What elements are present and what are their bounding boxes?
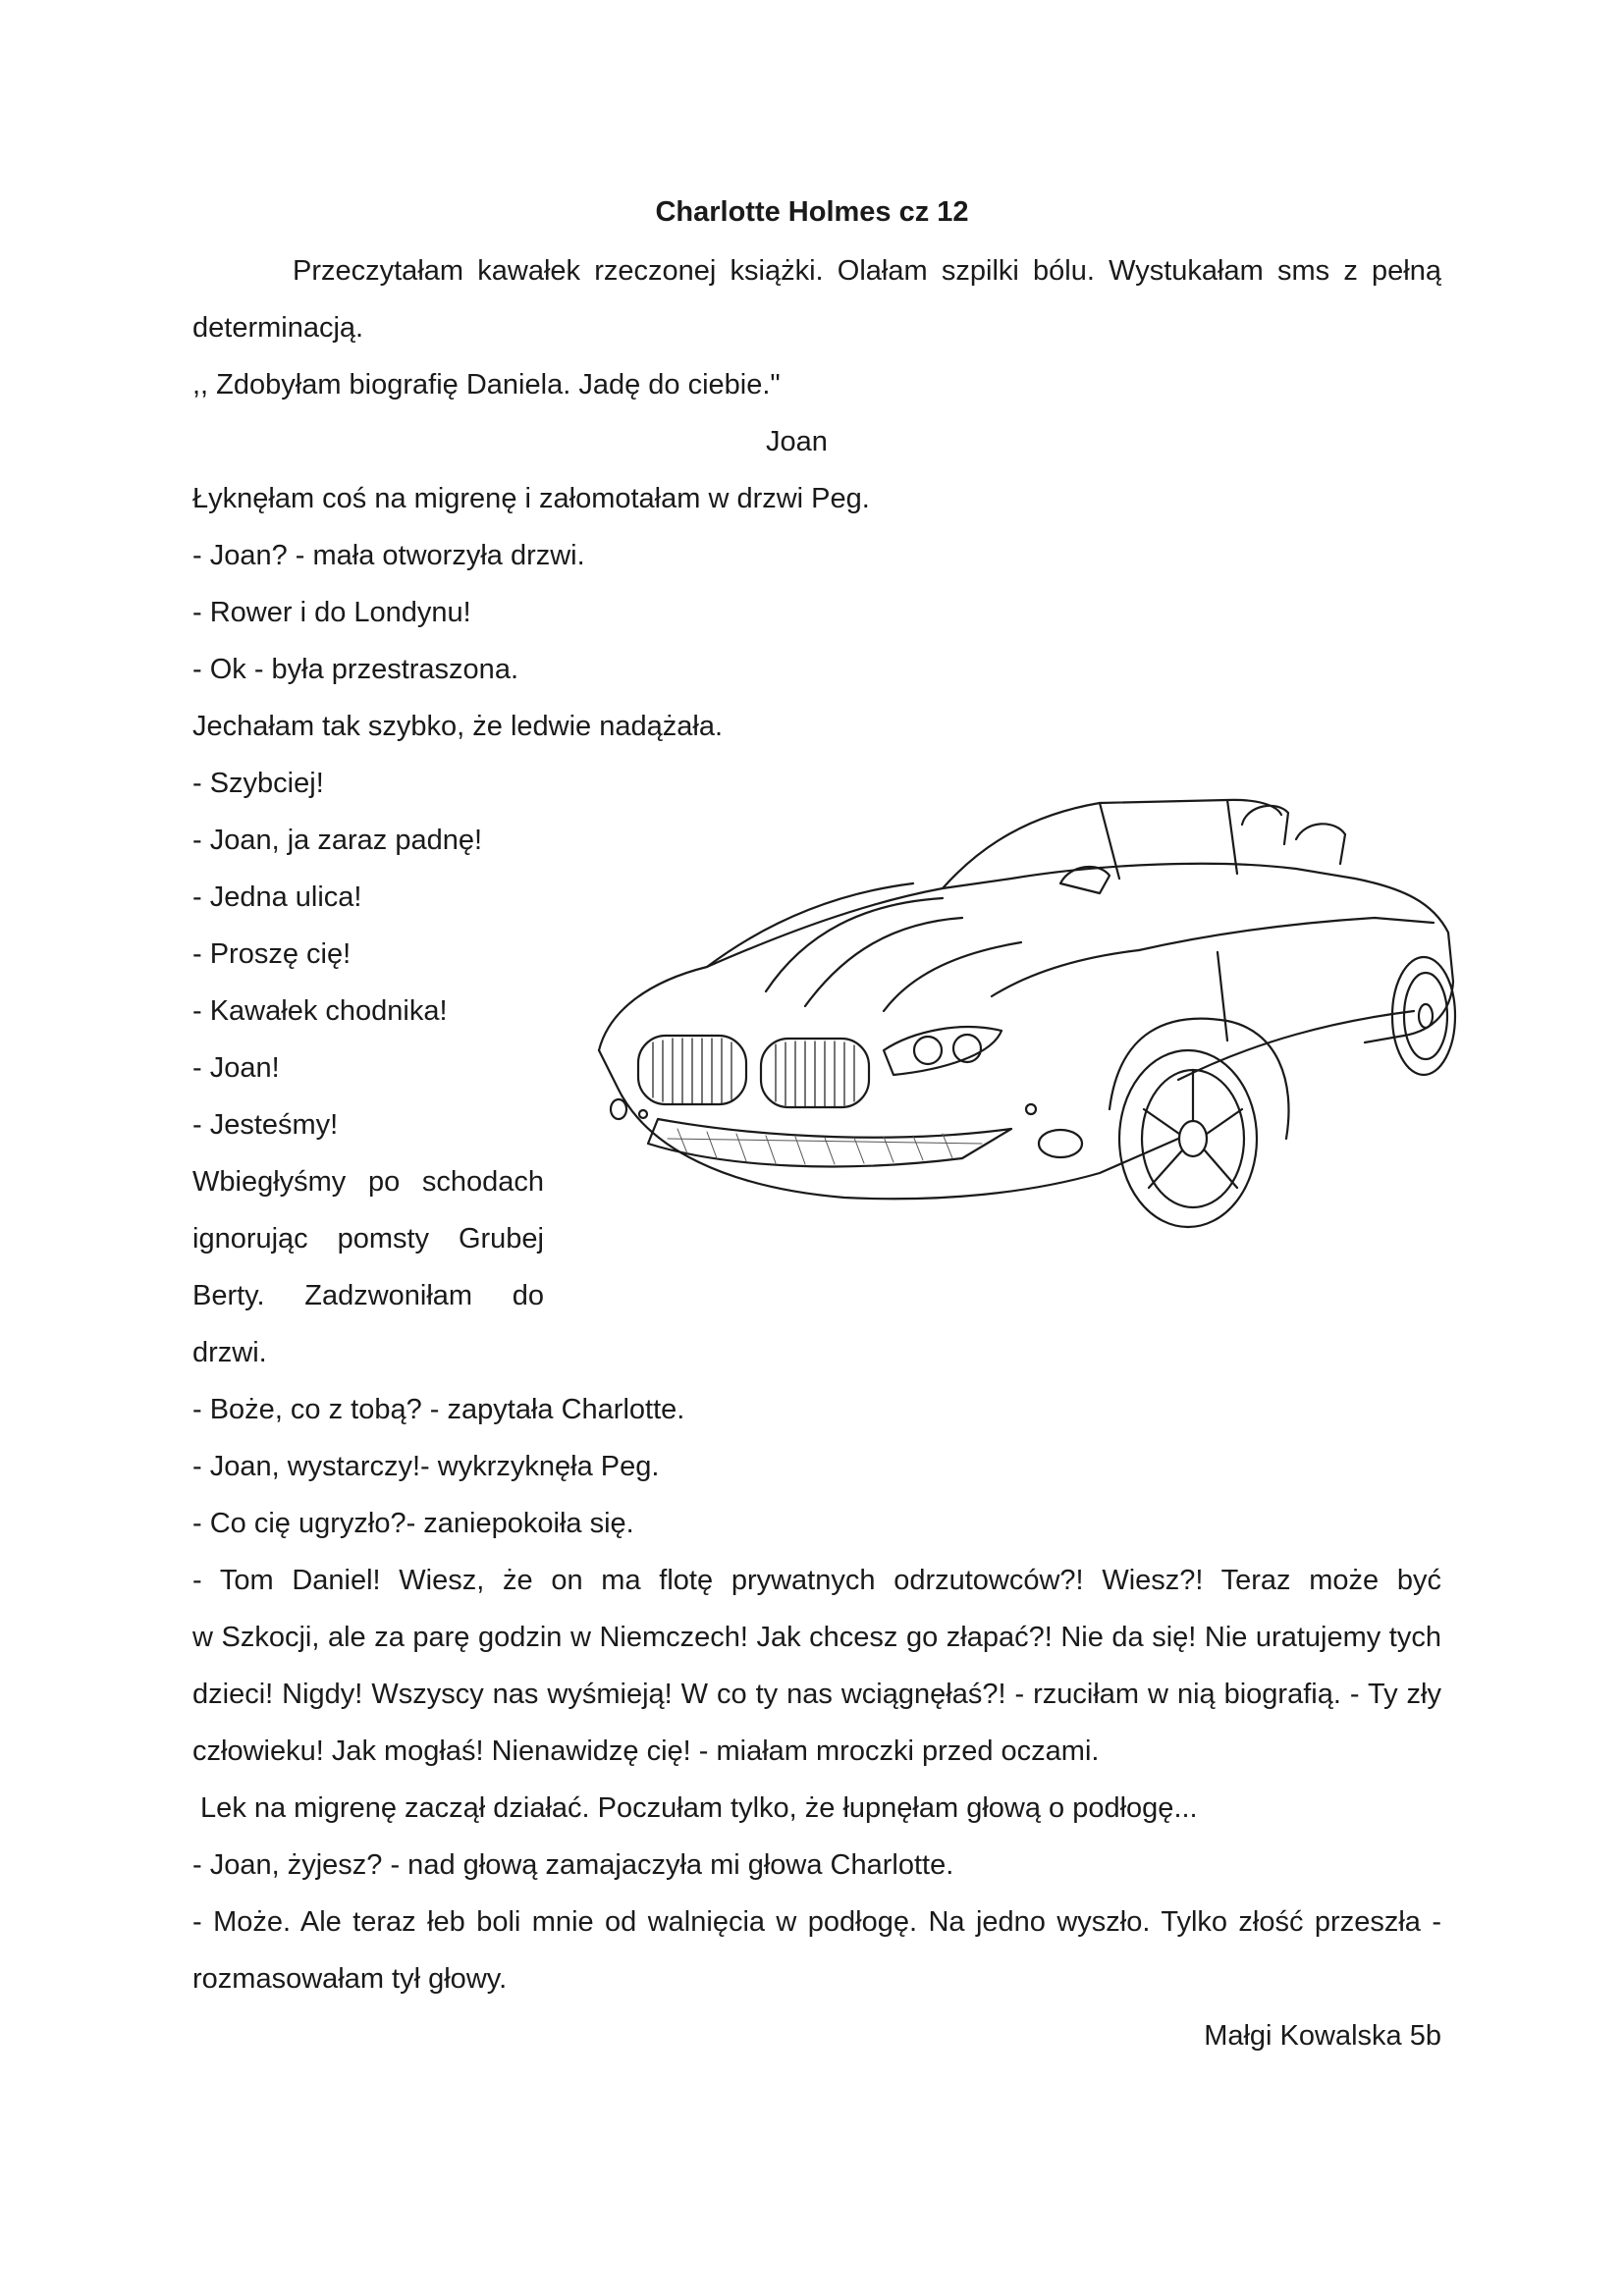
dialogue-line: - Joan, żyjesz? - nad głową zamajaczyła mi głowa Charlotte. [192,1849,954,1881]
paragraph-line: Przeczytałam kawałek rzeczonej książki. Olałam szpilki bólu. Wystukałam sms z pełną [293,255,1441,287]
car-illustration-icon [589,785,1473,1276]
dialogue-line: - Joan, wystarczy!- wykrzyknęła Peg. [192,1451,660,1482]
dialogue-line: - Jesteśmy! [192,1109,339,1141]
paragraph-line: dzieci! Nigdy! Wszyscy nas wyśmieją! W co ty nas wciągnęłaś?! - rzuciłam w nią biografią. - Ty zły [192,1679,1441,1710]
dialogue-line: - Jedna ulica! [192,881,362,913]
dialogue-line: - Szybciej! [192,768,324,799]
paragraph-line: w Szkocji, ale za parę godzin w Niemczech! Jak chcesz go złapać?! Nie da się! Nie uratujemy tych [192,1622,1441,1653]
dialogue-line: - Ok - była przestraszona. [192,654,518,685]
paragraph-line: Wbiegłyśmy po schodach [192,1166,544,1198]
sms-signature: Joan [766,426,828,457]
dialogue-line: - Joan? - mała otworzyła drzwi. [192,540,585,571]
paragraph-line: człowieku! Jak mogłaś! Nienawidzę cię! - miałam mroczki przed oczami. [192,1735,1100,1767]
paragraph-line: rozmasowałam tył głowy. [192,1963,508,1995]
dialogue-line: - Proszę cię! [192,938,352,970]
paragraph-line: drzwi. [192,1337,267,1368]
dialogue-line: - Kawałek chodnika! [192,995,448,1027]
paragraph-line: - Tom Daniel! Wiesz, że on ma flotę prywatnych odrzutowców?! Wiesz?! Teraz może być [192,1565,1441,1596]
paragraph-line: Łyknęłam coś na migrenę i załomotałam w drzwi Peg. [192,483,870,514]
author-signature: Małgi Kowalska 5b [1204,2020,1441,2052]
dialogue-line: - Joan! [192,1052,280,1084]
paragraph-line: Lek na migrenę zaczął działać. Poczułam tylko, że łupnęłam głową o podłogę... [192,1792,1198,1824]
dialogue-line: - Boże, co z tobą? - zapytała Charlotte. [192,1394,685,1425]
paragraph-line: - Może. Ale teraz łeb boli mnie od walnięcia w podłogę. Na jedno wyszło. Tylko złość przeszła - [192,1906,1441,1938]
paragraph-line: Jechałam tak szybko, że ledwie nadążała. [192,711,724,742]
page-title: Charlotte Holmes cz 12 [655,196,969,228]
paragraph-line: determinacją. [192,312,364,344]
paragraph-line: ignorując pomsty Grubej [192,1223,544,1255]
dialogue-line: - Joan, ja zaraz padnę! [192,825,483,856]
sms-text: ,, Zdobyłam biografię Daniela. Jadę do ciebie." [192,369,781,400]
paragraph-line: Berty. Zadzwoniłam do [192,1280,544,1311]
dialogue-line: - Rower i do Londynu! [192,597,471,628]
dialogue-line: - Co cię ugryzło?- zaniepokoiła się. [192,1508,634,1539]
